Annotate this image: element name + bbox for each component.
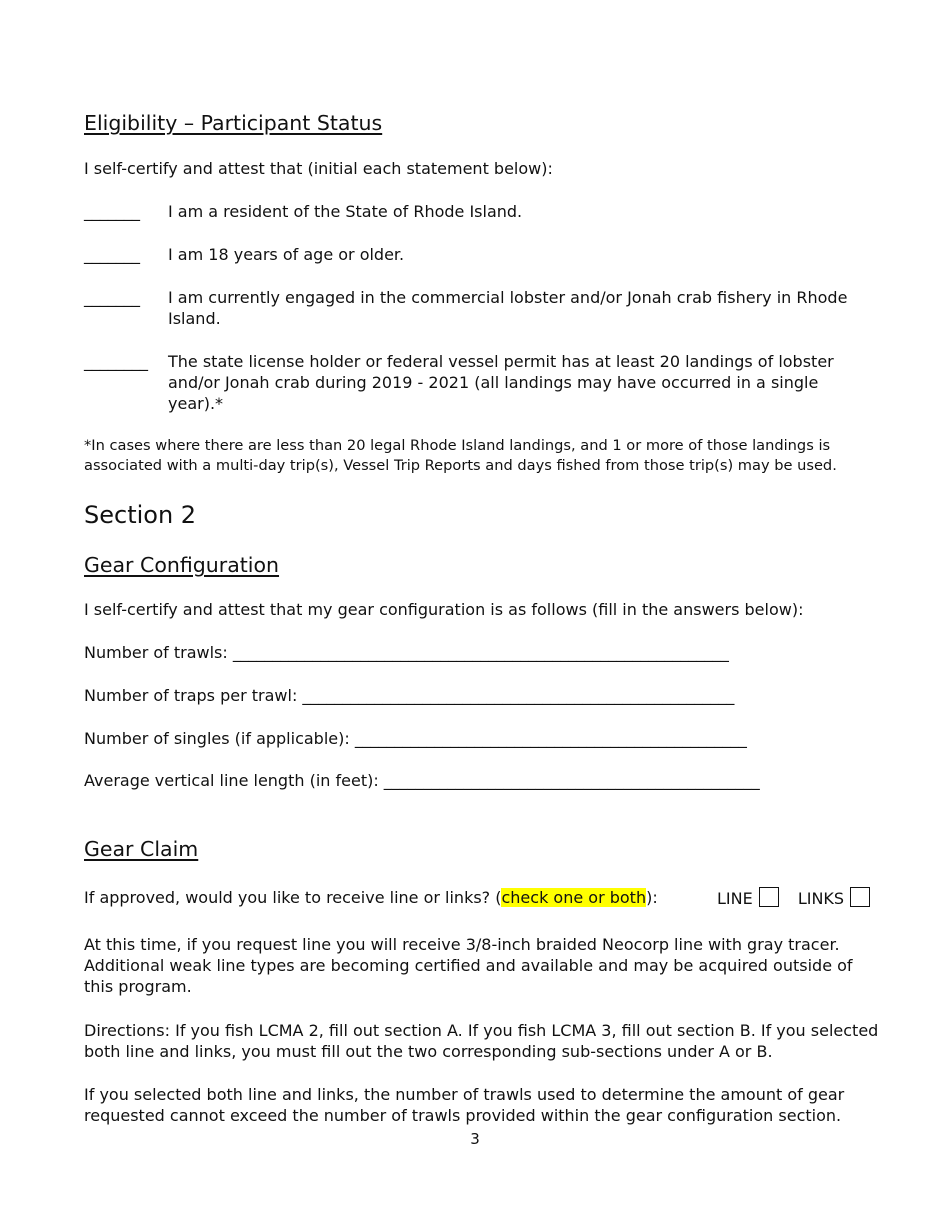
highlighted-instruction: check one or both: [501, 888, 647, 907]
links-option-label: LINKS: [797, 889, 845, 908]
line-info-paragraph: At this time, if you request line you will receive 3/8-inch braided Neocorp line with gray tracer. Additional weak line types are becoming certified and available and may be acquired outside of this program.: [84, 935, 853, 996]
line-checkbox[interactable]: [759, 887, 779, 907]
statement-text: I am a resident of the State of Rhode Island.: [168, 202, 523, 221]
initial-blank[interactable]: _______: [84, 202, 140, 221]
traps-per-trawl-field[interactable]: Number of traps per trawl: ______________________________________________________: [84, 686, 735, 705]
gear-configuration-intro: I self-certify and attest that my gear configuration is as follows (fill in the answers below):: [84, 600, 804, 619]
vertical-line-length-field[interactable]: Average vertical line length (in feet): _______________________________________________: [84, 771, 760, 790]
question-text: If approved, would you like to receive line or links? (: [84, 888, 502, 907]
links-checkbox[interactable]: [850, 887, 870, 907]
initial-blank[interactable]: ________: [84, 352, 148, 371]
question-end: ):: [646, 888, 658, 907]
eligibility-heading: Eligibility – Participant Status: [84, 111, 383, 135]
gear-configuration-heading: Gear Configuration: [84, 553, 280, 577]
initial-blank[interactable]: _______: [84, 288, 140, 307]
line-or-links-question: [84, 887, 658, 908]
statement-text: I am currently engaged in the commercial lobster and/or Jonah crab fishery in Rhode Island.: [168, 288, 848, 328]
section-2-title: Section 2: [84, 501, 197, 529]
directions-paragraph: Directions: If you fish LCMA 2, fill out section A. If you fish LCMA 3, fill out section B. If you selected both line and links, you must fill out the two corresponding sub-sections under A or B.: [84, 1021, 879, 1061]
trawls-field[interactable]: Number of trawls: ______________________________________________________________: [84, 643, 729, 662]
landings-footnote: *In cases where there are less than 20 legal Rhode Island landings, and 1 or more of those landings is associated with a multi-day trip(s), Vessel Trip Reports and days fished from those trip(s) may be used.: [84, 437, 837, 474]
line-option-label: LINE: [717, 889, 753, 908]
gear-claim-heading: Gear Claim: [84, 837, 199, 861]
statement-text: The state license holder or federal vessel permit has at least 20 landings of lobster and/or Jonah crab during 2019 - 2021 (all landings may have occurred in a single year).*: [168, 352, 834, 413]
eligibility-intro: I self-certify and attest that (initial each statement below):: [84, 159, 553, 178]
statement-text: I am 18 years of age or older.: [168, 245, 405, 264]
page-number: 3: [470, 1130, 480, 1148]
line-links-options: [717, 887, 870, 909]
trawl-limit-paragraph: If you selected both line and links, the number of trawls used to determine the amount of gear requested cannot exceed the number of trawls provided within the gear configuration section.: [84, 1085, 845, 1125]
initial-blank[interactable]: _______: [84, 245, 140, 264]
singles-field[interactable]: Number of singles (if applicable): _________________________________________________: [84, 729, 747, 748]
